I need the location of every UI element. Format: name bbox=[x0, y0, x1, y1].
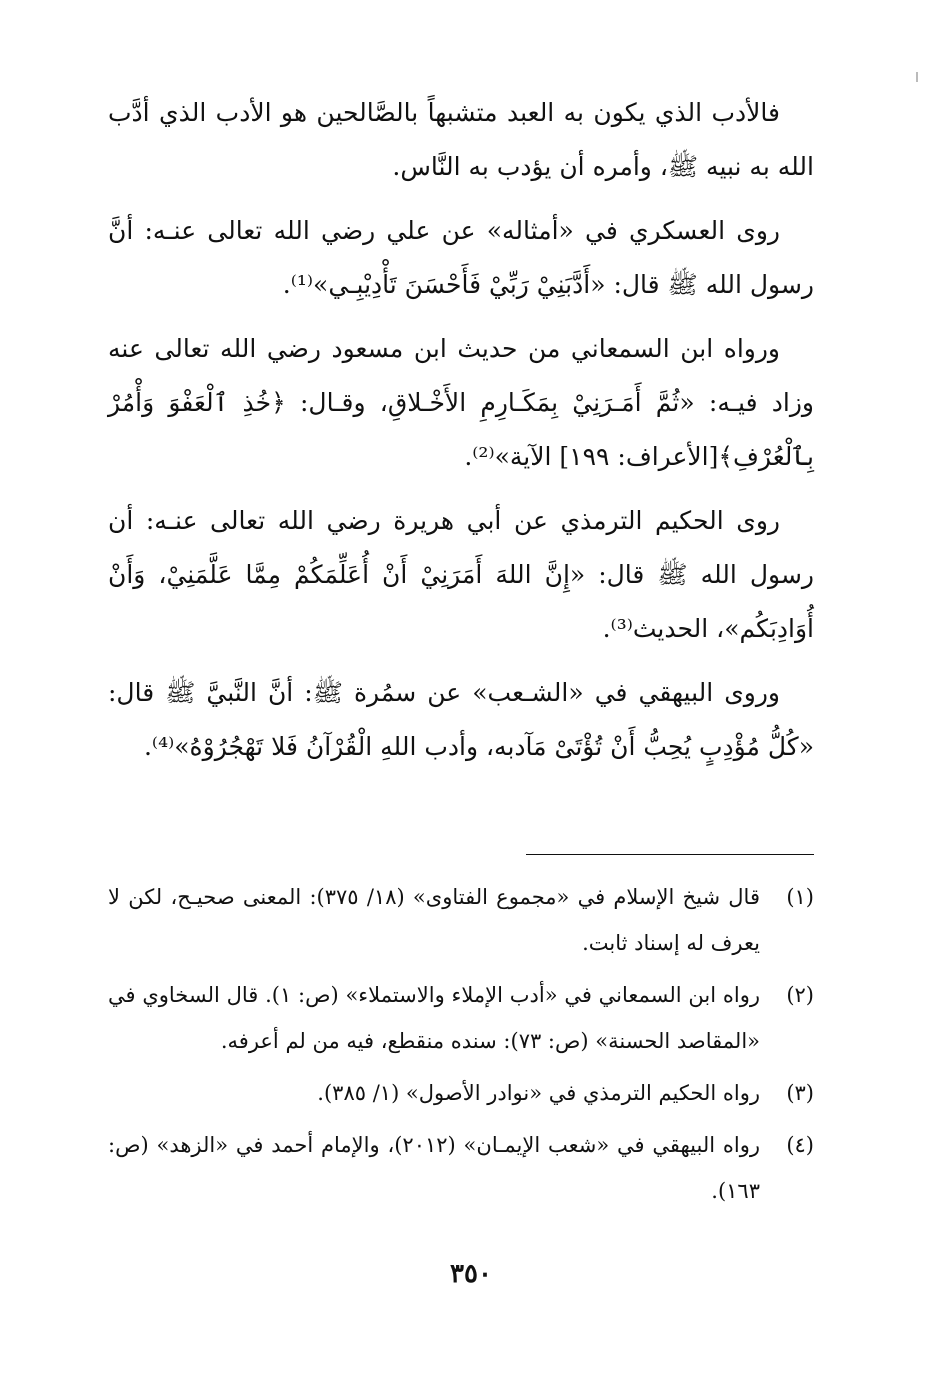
paragraph: روى الحكيم الترمذي عن أبي هريرة رضي الله تعالى عنـه: أن رسول الله ﷺ قال: «إِنَّ اللهَ أَمَرَنِيْ أَنْ أُعَلِّمَكُمْ مِمَّا عَلَّمَنِيْ، وَأَنْ أُوَادِبَكُم»، الحديث⁽³⁾. bbox=[108, 506, 814, 643]
page-number: ٣٥٠ bbox=[450, 1259, 492, 1289]
scan-mark bbox=[916, 72, 918, 82]
footnote-divider bbox=[526, 854, 814, 855]
footnote-text: رواه الحكيم الترمذي في «نوادر الأصول» (١/ ٣٨٥). bbox=[317, 1081, 760, 1105]
footnote bbox=[108, 1070, 814, 1116]
footnote bbox=[108, 874, 814, 966]
footnote-number: (٤) bbox=[786, 1133, 814, 1157]
footnote bbox=[108, 1122, 814, 1214]
footnote-text: رواه البيهقي في «شعب الإيمـان» (٢٠١٢)، والإمام أحمد في «الزهد» (ص: ١٦٣). bbox=[108, 1133, 760, 1203]
paragraph: روى العسكري في «أمثاله» عن علي رضي الله تعالى عنـه: أنَّ رسول الله ﷺ قال: «أَدَّبَنِيْ رَبِّيْ فَأَحْسَنَ تَأْدِيْبِـي»⁽¹⁾. bbox=[108, 216, 814, 299]
footnote-text: قال شيخ الإسلام في «مجموع الفتاوى» (١٨/ ٣٧٥): المعنى صحيـح، لكن لا يعرف له إسناد ثابت. bbox=[108, 885, 760, 955]
paragraph: ورواه ابن السمعاني من حديث ابن مسعود رضي الله تعالى عنه وزاد فيـه: «ثُمَّ أَمَـرَنِيْ بِمَكَـارِمِ الأَخْـلاقِ، وقـال: ﴿خُذِ ٱلْعَفْوَ وَأْمُرْ بِٱلْعُرْفِ﴾[الأعراف: ١٩٩] الآية»⁽²⁾. bbox=[108, 334, 814, 471]
main-text-block bbox=[108, 86, 814, 784]
paragraph: فالأدب الذي يكون به العبد متشبهاً بالصَّالحين هو الأدب الذي أدَّب الله به نبيه ﷺ، وأمره أن يؤدب به النَّاس. bbox=[108, 98, 814, 181]
footnote-number: (٣) bbox=[786, 1081, 814, 1105]
footnote-number: (٢) bbox=[786, 983, 814, 1007]
footnotes-block bbox=[108, 874, 814, 1220]
footnote-text: رواه ابن السمعاني في «أدب الإملاء والاستملاء» (ص: ١). قال السخاوي في «المقاصد الحسنة» (ص: ٧٣): سنده منقطع، فيه من لم أعرفه. bbox=[108, 983, 760, 1053]
footnote bbox=[108, 972, 814, 1064]
paragraph: وروى البيهقي في «الشـعب» عن سمُرة ﷺ: أنَّ النَّبيَّ ﷺ قال: «كُلُّ مُؤْدِبٍ يُحِبُّ أَنْ تُؤْتَىْ مَآدبه، وأدب اللهِ الْقُرْآنُ فَلا تَهْجُرُوْهُ»⁽⁴⁾. bbox=[108, 678, 814, 761]
footnote-number: (١) bbox=[786, 885, 814, 909]
